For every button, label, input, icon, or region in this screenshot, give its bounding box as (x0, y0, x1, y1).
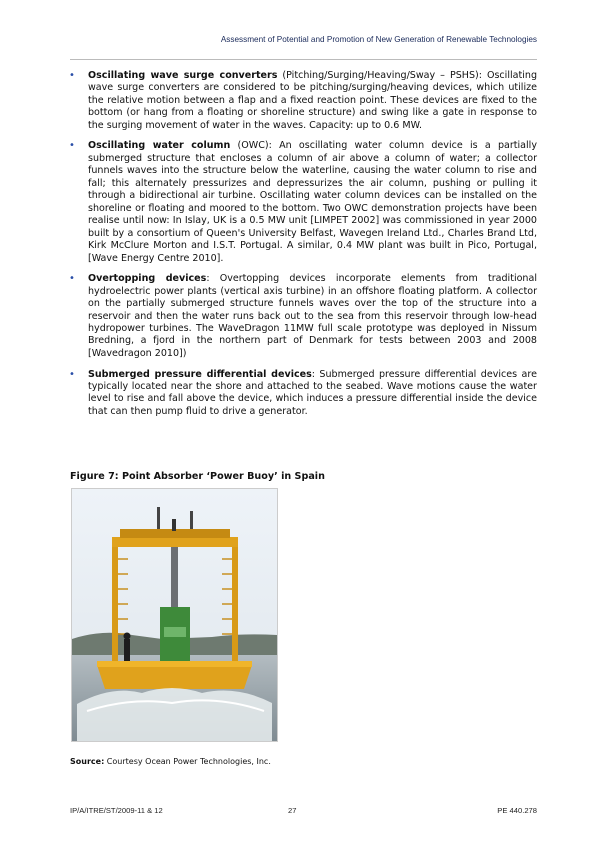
header-rule (70, 59, 537, 60)
bullet-text: : Submerged pressure differential devices are typically located near the shore and attached to the seabed. Wave motions cause the water level to rise and fall above the device, which induces a pressure differential inside the device that can then pump fluid to drive a generator. (88, 368, 537, 417)
bullet-icon: • (69, 70, 75, 81)
source-text: Courtesy Ocean Power Technologies, Inc. (104, 757, 271, 766)
bullet-term: Overtopping devices (88, 273, 207, 285)
figure-source (70, 757, 271, 766)
power-buoy-photo (71, 488, 278, 742)
bullet-text: (OWC): An oscillating water column device is a partially submerged structure that encloses a column of air above a column of water; a collector funnels waves into the structure below the waterline, causing the water column to rise and fall; this alternately pressurizes and depressurizes the air column, pushing or pulling it through a bidirectional air turbine. Oscillating water column devices can be installed on the shoreline or floating and moored to the bottom. Two OWC demonstration projects have been realise until now: In Islay, UK is a 0.5 MW unit [LIMPET 2002] was commissioned in year 2000 built by a consortium of Queen's University Belfast, Wavegen Ireland Ltd., Charles Brand Ltd, Kirk McClure Morton and I.S.T. Portugal. A similar, 0.4 MW plant was built in Pico, Portugal, [Wave Energy Centre 2010]. (88, 140, 537, 264)
bullet-text: : Overtopping devices incorporate elements from traditional hydroelectric power plants (vertical axis turbine) in an offshore floating platform. A collector on the partially submerged structure funnels waves over the top of the structure into a reservoir and then the water runs back out to the sea from this reservoir through low-head hydropower turbines. The WaveDragon 11MW full scale prototype was deployed in Nissum Bredning, a fjord in the northern part of Denmark for tests between 2003 and 2008 [Wavedragon 2010]) (88, 273, 537, 359)
technology-bullet-list (69, 70, 537, 427)
list-item (69, 140, 537, 265)
bullet-term: Oscillating wave surge converters (88, 70, 278, 81)
figure-caption: Figure 7: Point Absorber ‘Power Buoy’ in Spain (70, 471, 325, 482)
page-number: 27 (288, 806, 297, 815)
list-item (69, 70, 537, 132)
list-item (69, 368, 537, 419)
bullet-term: Oscillating water column (88, 140, 231, 152)
bullet-term: Submerged pressure differential devices (88, 368, 312, 380)
footer-reference: IP/A/ITRE/ST/2009-11 & 12 (70, 806, 163, 815)
list-item (69, 273, 537, 360)
bullet-icon: • (69, 368, 75, 380)
bullet-icon: • (69, 273, 75, 285)
running-header: Assessment of Potential and Promotion of New Generation of Renewable Technologies (220, 35, 537, 44)
source-label: Source: (70, 757, 105, 766)
footer-document-id: PE 440.278 (497, 806, 537, 815)
bullet-text: (Pitching/Surging/Heaving/Sway – PSHS): Oscillating wave surge converters are considered to be pitching/surging/heaving devices, which utilize the relative motion between a flap and a fixed reaction point. These devices are fixed to the bottom (or hang from a floating or shoreline structure) and swing like a gate in response to the surging movement of water in the waves. Capacity: up to 0.6 MW. (88, 70, 537, 131)
bullet-icon: • (69, 140, 75, 152)
